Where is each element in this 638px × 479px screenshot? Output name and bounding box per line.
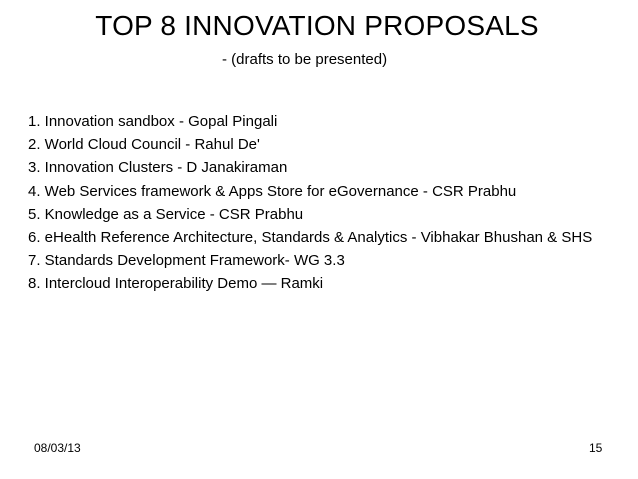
- proposal-item: 7. Standards Development Framework- WG 3.3: [28, 252, 345, 270]
- slide-subtitle: - (drafts to be presented): [222, 51, 388, 68]
- proposal-item: 1. Innovation sandbox - Gopal Pingali: [28, 113, 278, 130]
- proposal-item: 6. eHealth Reference Architecture, Standards & Analytics - Vibhakar Bhushan & SHS: [28, 229, 593, 247]
- page-number: 15: [589, 441, 603, 455]
- slide-title: TOP 8 INNOVATION PROPOSALS: [95, 10, 539, 41]
- proposal-item: 3. Innovation Clusters - D Janakiraman: [28, 159, 288, 177]
- proposal-item: 4. Web Services framework & Apps Store for eGovernance - CSR Prabhu: [28, 182, 517, 200]
- footer-date: 08/03/13: [34, 441, 81, 455]
- proposal-item: 8. Intercloud Interoperability Demo — Ramki: [28, 275, 324, 293]
- proposal-list: [28, 110, 592, 296]
- proposal-item: 5. Knowledge as a Service - CSR Prabhu: [28, 205, 304, 223]
- proposal-item: 2. World Cloud Council - Rahul De': [28, 136, 260, 154]
